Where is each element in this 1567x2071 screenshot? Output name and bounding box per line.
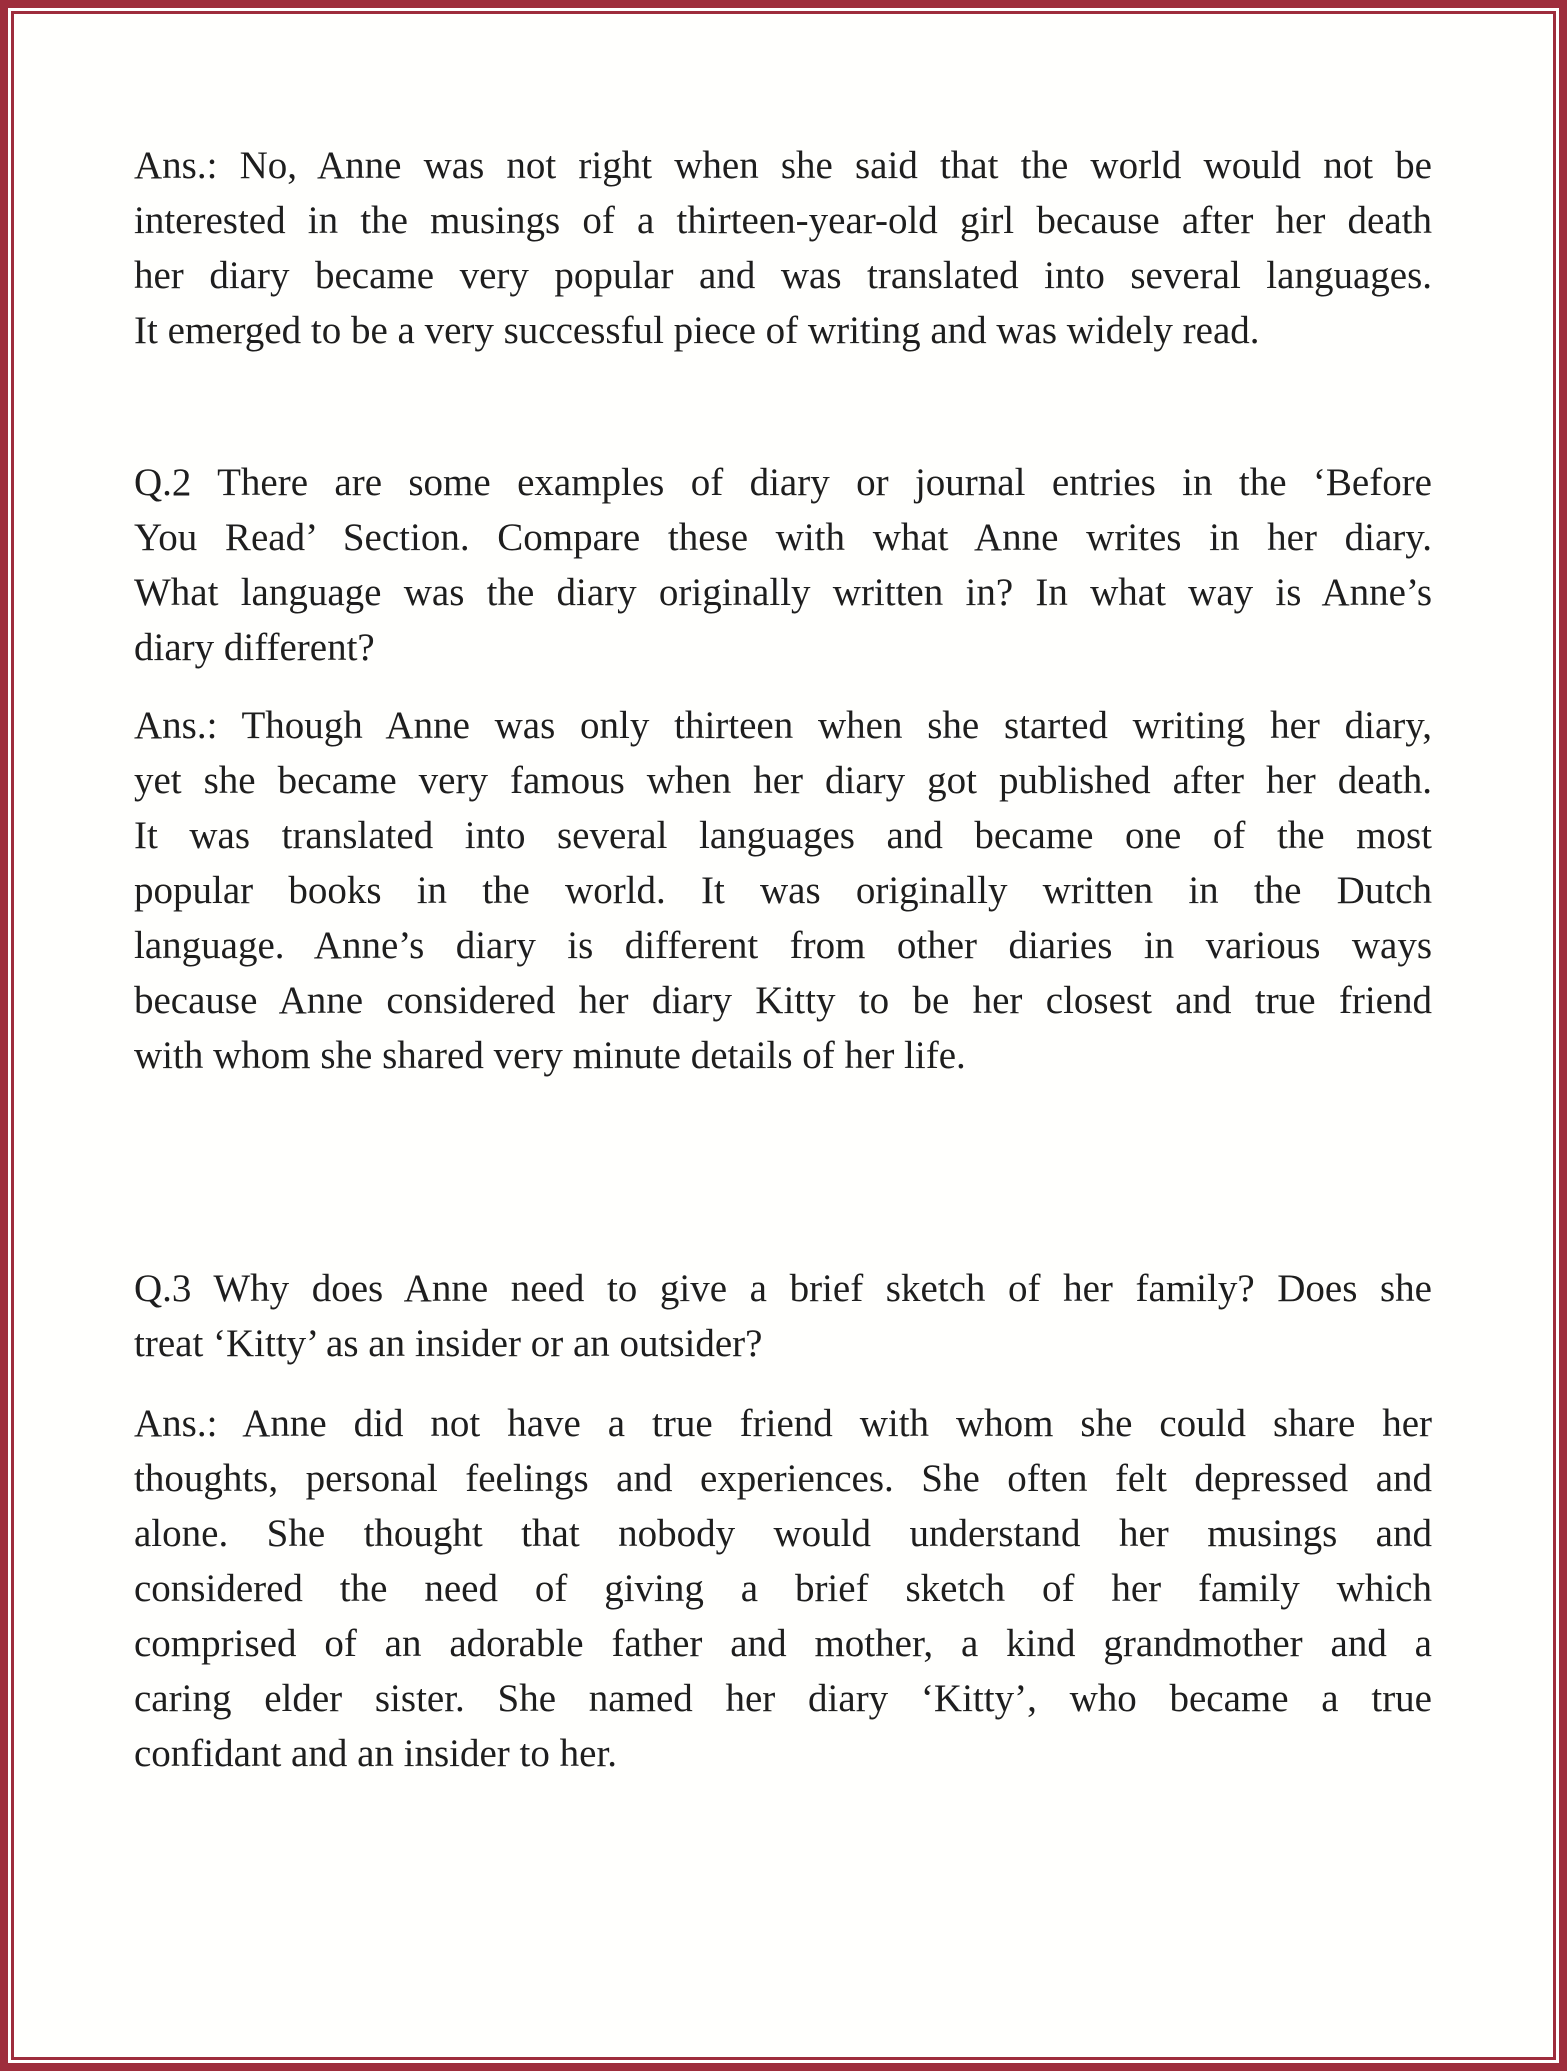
text-line: alone. She thought that nobody would understand her musings and <box>134 1512 1432 1555</box>
text-line: Ans.: Anne did not have a true friend with whom she could share her <box>134 1402 1432 1445</box>
text-line: thoughts, personal feelings and experiences. She often felt depressed and <box>134 1457 1432 1500</box>
text-line: confidant and an insider to her. <box>134 1732 618 1775</box>
text-line: considered the need of giving a brief sketch of her family which <box>134 1567 1432 1610</box>
text-line: Q.2 There are some examples of diary or journal entries in the ‘Before <box>134 461 1432 504</box>
text-line: with whom she shared very minute details of her life. <box>134 1034 966 1077</box>
text-line: her diary became very popular and was translated into several languages. <box>134 254 1432 297</box>
text-line: language. Anne’s diary is different from other diaries in various ways <box>134 924 1432 967</box>
text-line: Ans.: Though Anne was only thirteen when she started writing her diary, <box>134 704 1432 747</box>
answer-1 <box>134 138 1432 358</box>
question-3 <box>134 1261 1432 1371</box>
text-line: treat ‘Kitty’ as an insider or an outsider? <box>134 1322 763 1365</box>
answer-3 <box>134 1396 1432 1781</box>
answer-2 <box>134 698 1432 1083</box>
text-line: comprised of an adorable father and mother, a kind grandmother and a <box>134 1622 1432 1665</box>
text-line: diary different? <box>134 626 375 669</box>
text-line: Q.3 Why does Anne need to give a brief sketch of her family? Does she <box>134 1267 1432 1310</box>
text-line: yet she became very famous when her diary got published after her death. <box>134 759 1432 802</box>
text-line: interested in the musings of a thirteen-year-old girl because after her death <box>134 199 1432 242</box>
text-line: Ans.: No, Anne was not right when she said that the world would not be <box>134 144 1432 187</box>
text-line: popular books in the world. It was originally written in the Dutch <box>134 869 1432 912</box>
text-line: It emerged to be a very successful piece of writing and was widely read. <box>134 309 1260 352</box>
text-line: because Anne considered her diary Kitty to be her closest and true friend <box>134 979 1432 1022</box>
text-line: You Read’ Section. Compare these with what Anne writes in her diary. <box>134 516 1432 559</box>
text-line: caring elder sister. She named her diary ‘Kitty’, who became a true <box>134 1677 1432 1720</box>
text-line: What language was the diary originally written in? In what way is Anne’s <box>134 571 1432 614</box>
question-2 <box>134 455 1432 675</box>
text-line: It was translated into several languages and became one of the most <box>134 814 1432 857</box>
